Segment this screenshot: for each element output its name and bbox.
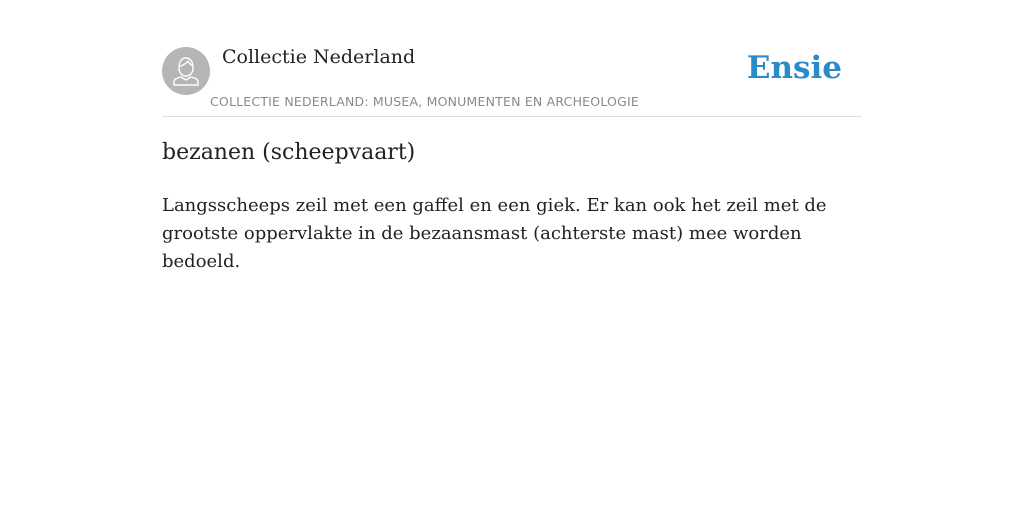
avatar[interactable] [162,47,210,95]
entry-header [162,44,862,117]
source-label[interactable]: COLLECTIE NEDERLAND: MUSEA, MONUMENTEN EN ARCHEOLOGIE [210,94,639,109]
definition-text: Langsscheeps zeil met een gaffel en een giek. Er kan ook het zeil met de grootste oppervlakte in de bezaansmast (achterste mast) mee worden bedoeld. [162,195,827,272]
term-title: bezanen (scheepvaart) [162,140,416,165]
author-name[interactable]: Collectie Nederland [222,46,416,68]
user-icon [162,47,210,95]
ensie-logo[interactable]: Ensie [746,50,842,86]
